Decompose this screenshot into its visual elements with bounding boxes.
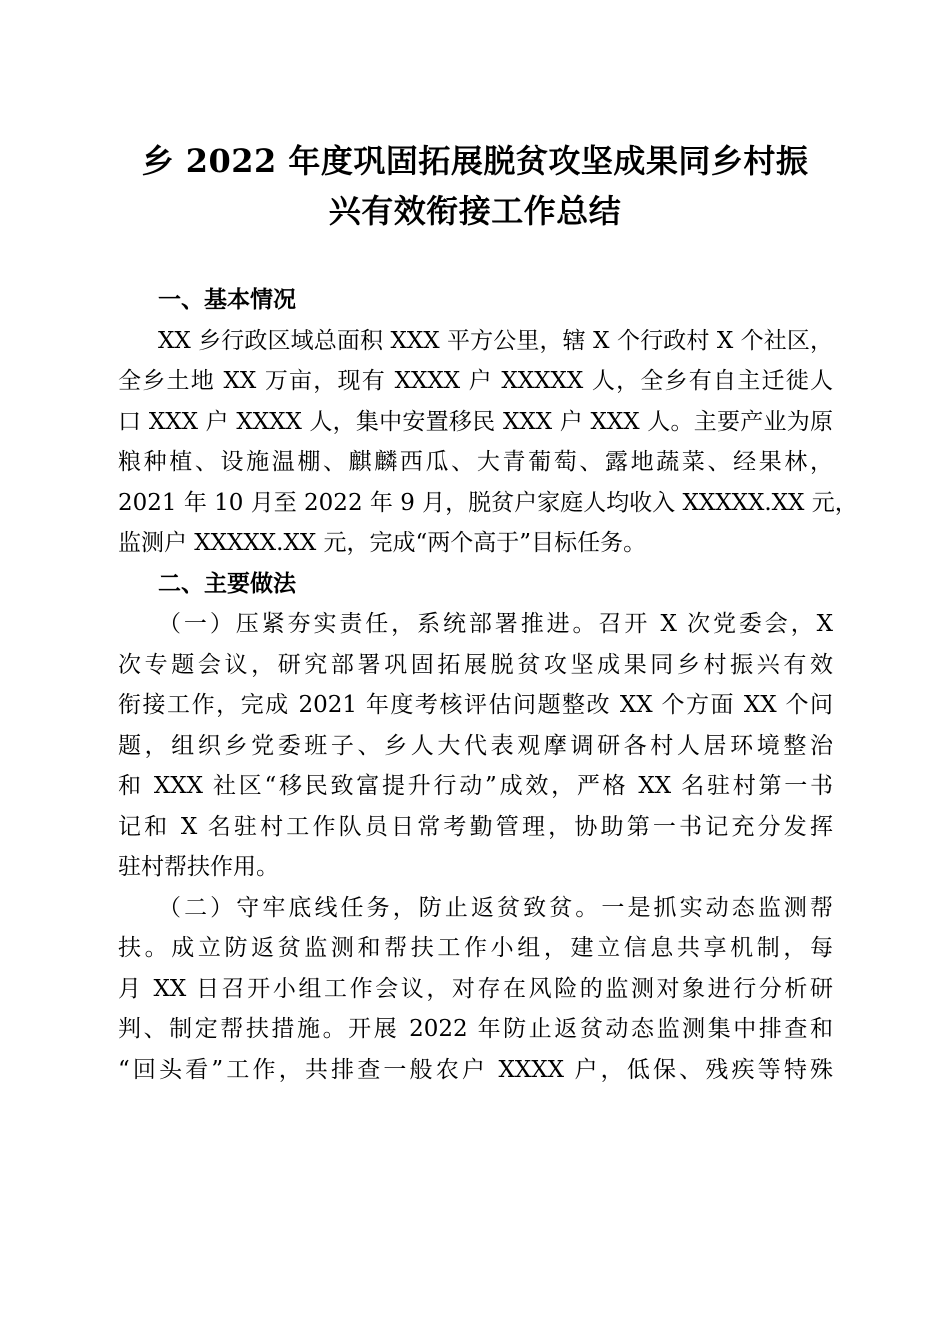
text-line: 和 XXX 社区“移民致富提升行动”成效，严格 XX 名驻村第一书 bbox=[118, 773, 833, 799]
text-line: 次专题会议，研究部署巩固拓展脱贫攻坚成果同乡村振兴有效 bbox=[118, 651, 833, 678]
paragraph-responsibility bbox=[118, 604, 833, 888]
text-line: （一）压紧夯实责任，系统部署推进。召开 X 次党委会，X bbox=[158, 611, 833, 637]
text-line: 监测户 XXXXX.XX 元，完成“两个高于”目标任务。 bbox=[118, 530, 647, 556]
text-line: “回头看”工作，共排查一般农户 XXXX 户，低保、残疾等特殊 bbox=[118, 1056, 833, 1083]
document-body bbox=[118, 280, 858, 1090]
document-title bbox=[90, 136, 860, 236]
text-line: 粮种植、设施温棚、麒麟西瓜、大青葡萄、露地蔬菜、经果林， bbox=[118, 449, 833, 475]
text-line: 衔接工作，完成 2021 年度考核评估问题整改 XX 个方面 XX 个问 bbox=[118, 692, 833, 718]
paragraph-bottom-line bbox=[118, 888, 833, 1091]
section-heading-main-practices: 二、主要做法 bbox=[158, 570, 296, 597]
text-line: 口 XXX 户 XXXX 人，集中安置移民 XXX 户 XXX 人。主要产业为原 bbox=[118, 408, 833, 435]
text-line: 全乡土地 XX 万亩，现有 XXXX 户 XXXXX 人，全乡有自主迁徙人 bbox=[118, 368, 833, 394]
paragraph-basic-situation bbox=[118, 321, 858, 564]
text-line: XX 乡行政区域总面积 XXX 平方公里，辖 X 个行政村 X 个社区， bbox=[158, 327, 833, 354]
text-line: 判、制定帮扶措施。开展 2022 年防止返贫动态监测集中排查和 bbox=[118, 1016, 833, 1042]
title-line-1: 乡 2022 年度巩固拓展脱贫攻坚成果同乡村振 bbox=[141, 142, 809, 180]
text-line: （二）守牢底线任务，防止返贫致贫。一是抓实动态监测帮 bbox=[158, 894, 833, 921]
text-line: 题，组织乡党委班子、乡人大代表观摩调研各村人居环境整治 bbox=[118, 732, 833, 759]
text-line: 记和 X 名驻村工作队员日常考勤管理，协助第一书记充分发挥 bbox=[118, 813, 833, 840]
text-line: 扶。成立防返贫监测和帮扶工作小组，建立信息共享机制，每 bbox=[118, 935, 833, 961]
text-line: 2021 年 10 月至 2022 年 9 月，脱贫户家庭人均收入 XXXXX.XX 元， bbox=[118, 489, 858, 516]
title-line-2: 兴有效衔接工作总结 bbox=[328, 192, 622, 230]
text-line: 驻村帮扶作用。 bbox=[118, 854, 279, 880]
text-line: 月 XX 日召开小组工作会议，对存在风险的监测对象进行分析研 bbox=[118, 975, 833, 1002]
section-heading-basic-situation: 一、基本情况 bbox=[158, 287, 296, 313]
